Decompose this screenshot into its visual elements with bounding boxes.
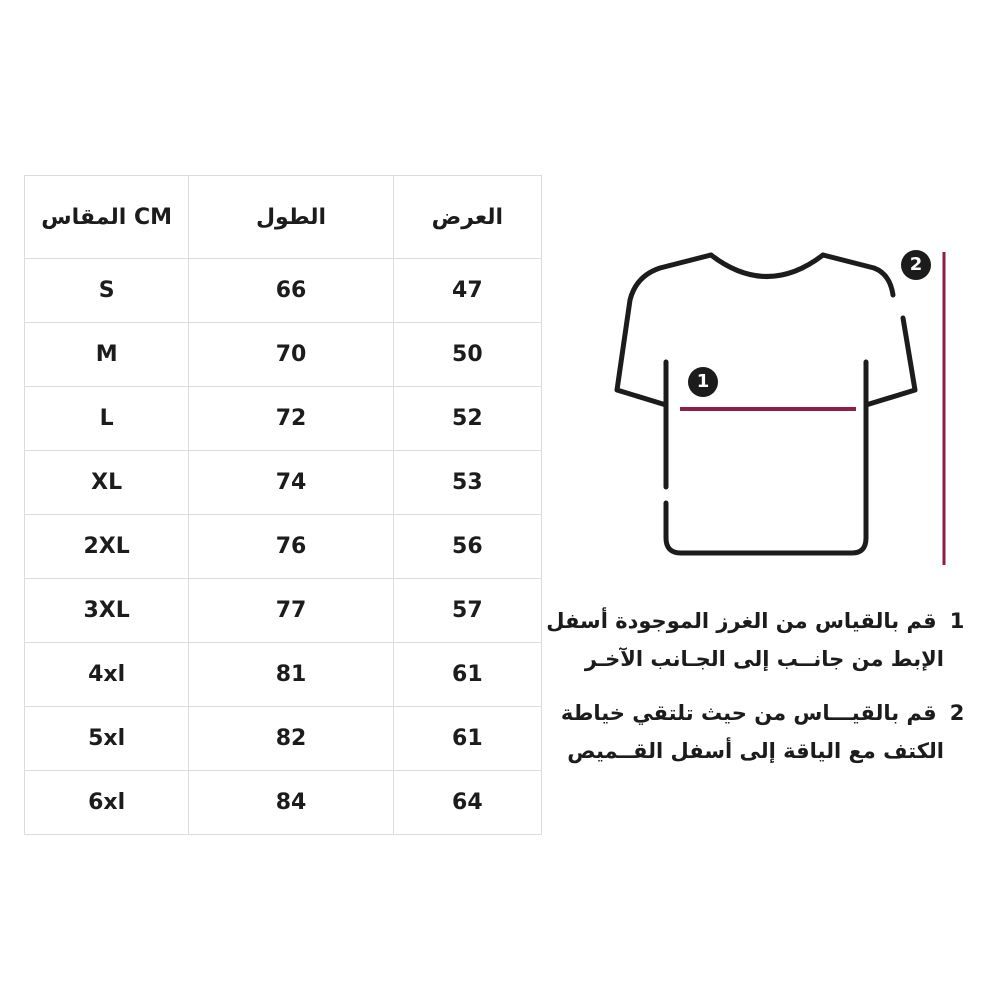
table-header-row (25, 176, 542, 259)
cell-length: 84 (189, 771, 393, 835)
table-row (25, 259, 542, 323)
cell-width: 56 (393, 515, 541, 579)
cell-size: 3XL (25, 579, 189, 643)
cell-size: S (25, 259, 189, 323)
cell-size: 6xl (25, 771, 189, 835)
cell-width: 47 (393, 259, 541, 323)
cell-width: 50 (393, 323, 541, 387)
note-text-line: الإبط من جانــب إلى الجـانب الآخـر (584, 647, 944, 671)
cell-width: 61 (393, 643, 541, 707)
header-length: الطول (189, 176, 393, 259)
cell-length: 81 (189, 643, 393, 707)
cell-length: 74 (189, 451, 393, 515)
table-row (25, 323, 542, 387)
cell-width: 57 (393, 579, 541, 643)
cell-size: XL (25, 451, 189, 515)
cell-width: 64 (393, 771, 541, 835)
table-row (25, 579, 542, 643)
header-width: العرض (393, 176, 541, 259)
cell-size: 5xl (25, 707, 189, 771)
cell-length: 72 (189, 387, 393, 451)
note-number: 1 (949, 609, 965, 633)
cell-length: 82 (189, 707, 393, 771)
table-row (25, 515, 542, 579)
cell-size: 4xl (25, 643, 189, 707)
cell-width: 61 (393, 707, 541, 771)
table-row (25, 387, 542, 451)
note-text-line: قم بالقيـــاس من حيث تلتقي خياطة (560, 701, 937, 725)
table-row (25, 707, 542, 771)
header-size: المقاس CM (25, 176, 189, 259)
cell-size: M (25, 323, 189, 387)
note-chest (546, 602, 970, 678)
cell-width: 52 (393, 387, 541, 451)
cell-size: L (25, 387, 189, 451)
table-row (25, 771, 542, 835)
note-length (550, 694, 970, 770)
marker-1-badge: 1 (688, 367, 718, 397)
cell-length: 66 (189, 259, 393, 323)
tshirt-outline (617, 255, 915, 553)
cell-length: 77 (189, 579, 393, 643)
marker-2-badge: 2 (901, 250, 931, 280)
cell-length: 76 (189, 515, 393, 579)
tshirt-diagram (600, 240, 960, 580)
note-number: 2 (949, 701, 965, 725)
cell-length: 70 (189, 323, 393, 387)
cell-width: 53 (393, 451, 541, 515)
note-text-line: الكتف مع الياقة إلى أسفل القــميص (567, 739, 944, 763)
table-row (25, 643, 542, 707)
cell-size: 2XL (25, 515, 189, 579)
size-chart-table (24, 175, 542, 835)
note-text-line: قم بالقياس من الغرز الموجودة أسفل (546, 609, 937, 633)
table-row (25, 451, 542, 515)
